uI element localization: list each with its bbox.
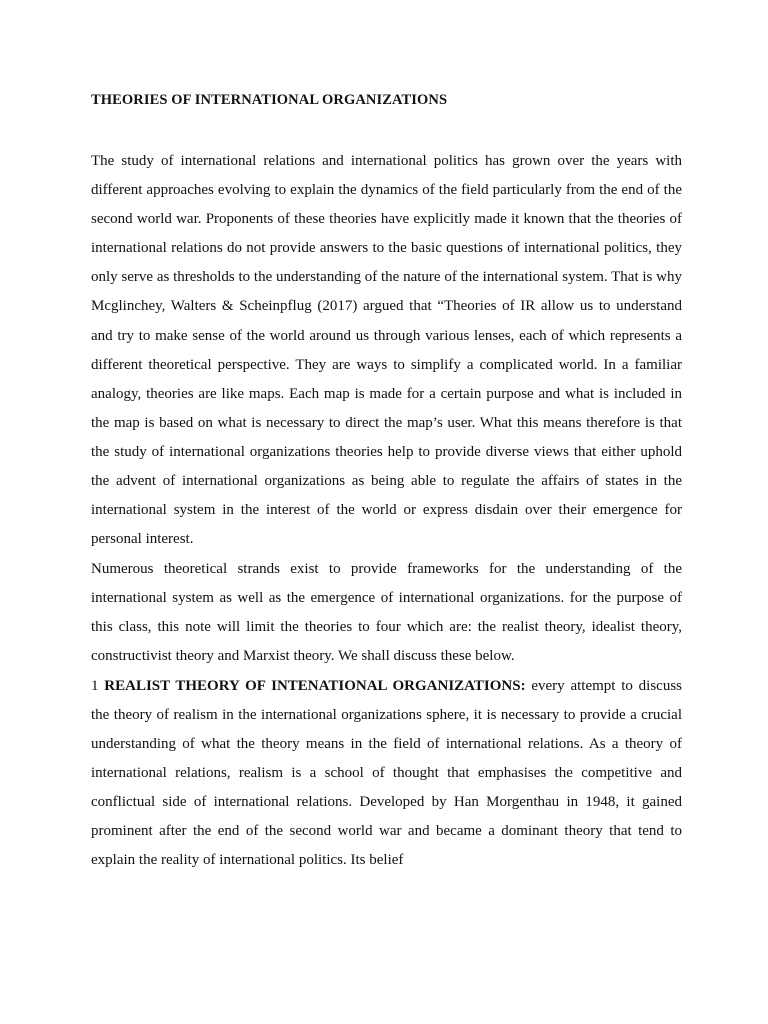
document-body	[91, 147, 682, 876]
realist-theory-section	[91, 672, 682, 876]
section-number: 1	[91, 677, 99, 694]
theories-overview-paragraph: Numerous theoretical strands exist to provide frameworks for the understanding of the international system as well as the emergence of international organizations. for the purpose of this class, this note will limit the theories to four which are: the realist theory, idealist theory, constructivist theory and Marxist theory. We shall discuss these below.	[91, 560, 682, 665]
section-text: every attempt to discuss the theory of realism in the international organizations sphere, it is necessary to provide a crucial understanding of what the theory means in the field of international relations. As a theory of international relations, realism is a school of thought that emphasises the competitive and conflictual side of international relations. Developed by Han Morgenthau in 1948, it gained prominent after the end of the second world war and became a dominant theory that tend to explain the reality of international politics. Its belief	[91, 677, 682, 869]
document-title: THEORIES OF INTERNATIONAL ORGANIZATIONS	[91, 92, 448, 108]
section-heading: REALIST THEORY OF INTENATIONAL ORGANIZATIONS:	[104, 677, 526, 694]
intro-paragraph: The study of international relations and international politics has grown over the years with different approaches evolving to explain the dynamics of the field particularly from the end of the second world war. Proponents of these theories have explicitly made it known that the theories of international relations do not provide answers to the basic questions of international politics, they only serve as thresholds to the understanding of the nature of the international system. That is why Mcglinchey, Walters & Scheinpflug (2017) argued that “Theories of IR allow us to understand and try to make sense of the world around us through various lenses, each of which represents a different theoretical perspective. They are ways to simplify a complicated world. In a familiar analogy, theories are like maps. Each map is made for a certain purpose and what is included in the map is based on what is necessary to direct the map’s user. What this means therefore is that the study of international organizations theories help to provide diverse views that either uphold the advent of international organizations as being able to regulate the affairs of states in the international system in the interest of the world or express disdain over their emergence for personal interest.	[91, 153, 682, 548]
